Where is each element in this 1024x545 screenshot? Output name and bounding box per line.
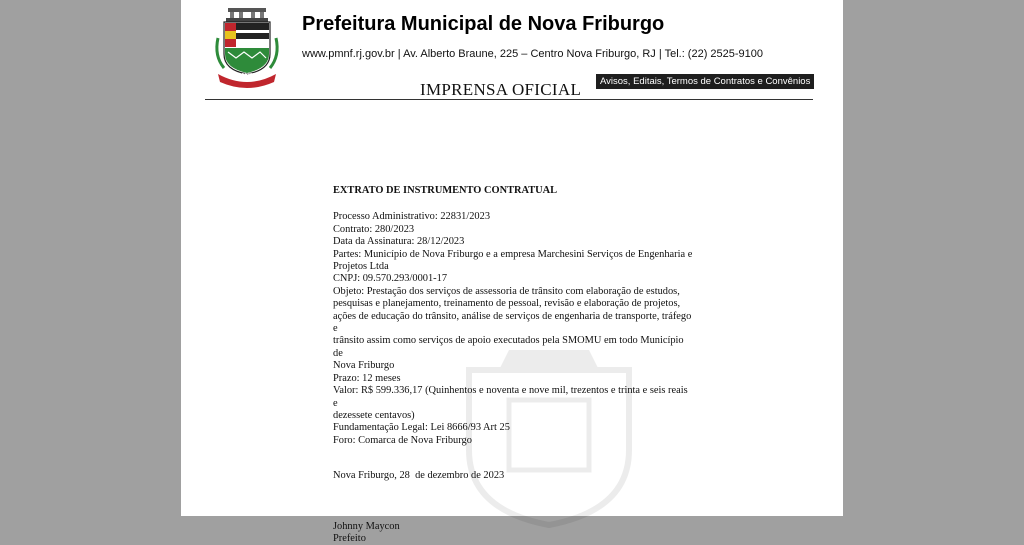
signatory-title: Prefeito	[333, 532, 366, 544]
doc-line: Prazo: 12 meses	[333, 372, 401, 384]
doc-line: Valor: R$ 599.336,17 (Quinhentos e noventa e nove mil, trezentos e trinta e seis reais e	[333, 385, 688, 409]
doc-line: pesquisas e planejamento, treinamento de pessoal, revisão e elaboração de projetos,	[333, 298, 681, 310]
org-contact-info: www.pmnf.rj.gov.br | Av. Alberto Braune, 225 – Centro Nova Friburgo, RJ | Tel.: (22) 2525-9100	[302, 48, 764, 60]
header-divider	[205, 99, 813, 100]
doc-line: trânsito assim como serviços de apoio executados pela SMOMU em todo Município de	[333, 335, 684, 359]
org-name: Prefeitura Municipal de Nova Friburgo	[302, 13, 665, 35]
doc-line: CNPJ: 09.570.293/0001-17	[333, 273, 448, 285]
doc-line: Data da Assinatura: 28/12/2023	[333, 236, 465, 248]
doc-line: ações de educação do trânsito, análise de serviços de engenharia de transporte, tráfego e	[333, 310, 692, 335]
doc-line: Contrato: 280/2023	[333, 223, 415, 235]
signatory-name: Johnny Maycon	[333, 520, 400, 532]
doc-line: Foro: Comarca de Nova Friburgo	[333, 434, 472, 446]
section-title: IMPRENSA OFICIAL	[420, 80, 582, 99]
crest-ribbon-text: NOVA FRIBURGO	[228, 72, 266, 77]
doc-line: Partes: Município de Nova Friburgo e a empresa Marchesini Serviços de Engenharia e	[333, 248, 693, 260]
doc-line: dezessete centavos)	[333, 409, 415, 421]
place-date: Nova Friburgo, 28 de dezembro de 2023	[333, 470, 505, 482]
document-body	[333, 185, 693, 545]
doc-line: Processo Administrativo: 22831/2023	[333, 211, 491, 223]
doc-line: Fundamentação Legal: Lei 8666/93 Art 25	[333, 422, 510, 434]
document-page	[181, 0, 843, 544]
document-title: EXTRATO DE INSTRUMENTO CONTRATUAL	[333, 185, 558, 196]
category-tag: Avisos, Editais, Termos de Contratos e Convênios	[596, 74, 814, 89]
doc-line: Projetos Ltda	[333, 261, 389, 273]
city-crest-icon	[214, 8, 280, 90]
doc-line: Objeto: Prestação dos serviços de assessoria de trânsito com elaboração de estudos,	[333, 285, 680, 297]
doc-line: Nova Friburgo	[333, 360, 395, 372]
